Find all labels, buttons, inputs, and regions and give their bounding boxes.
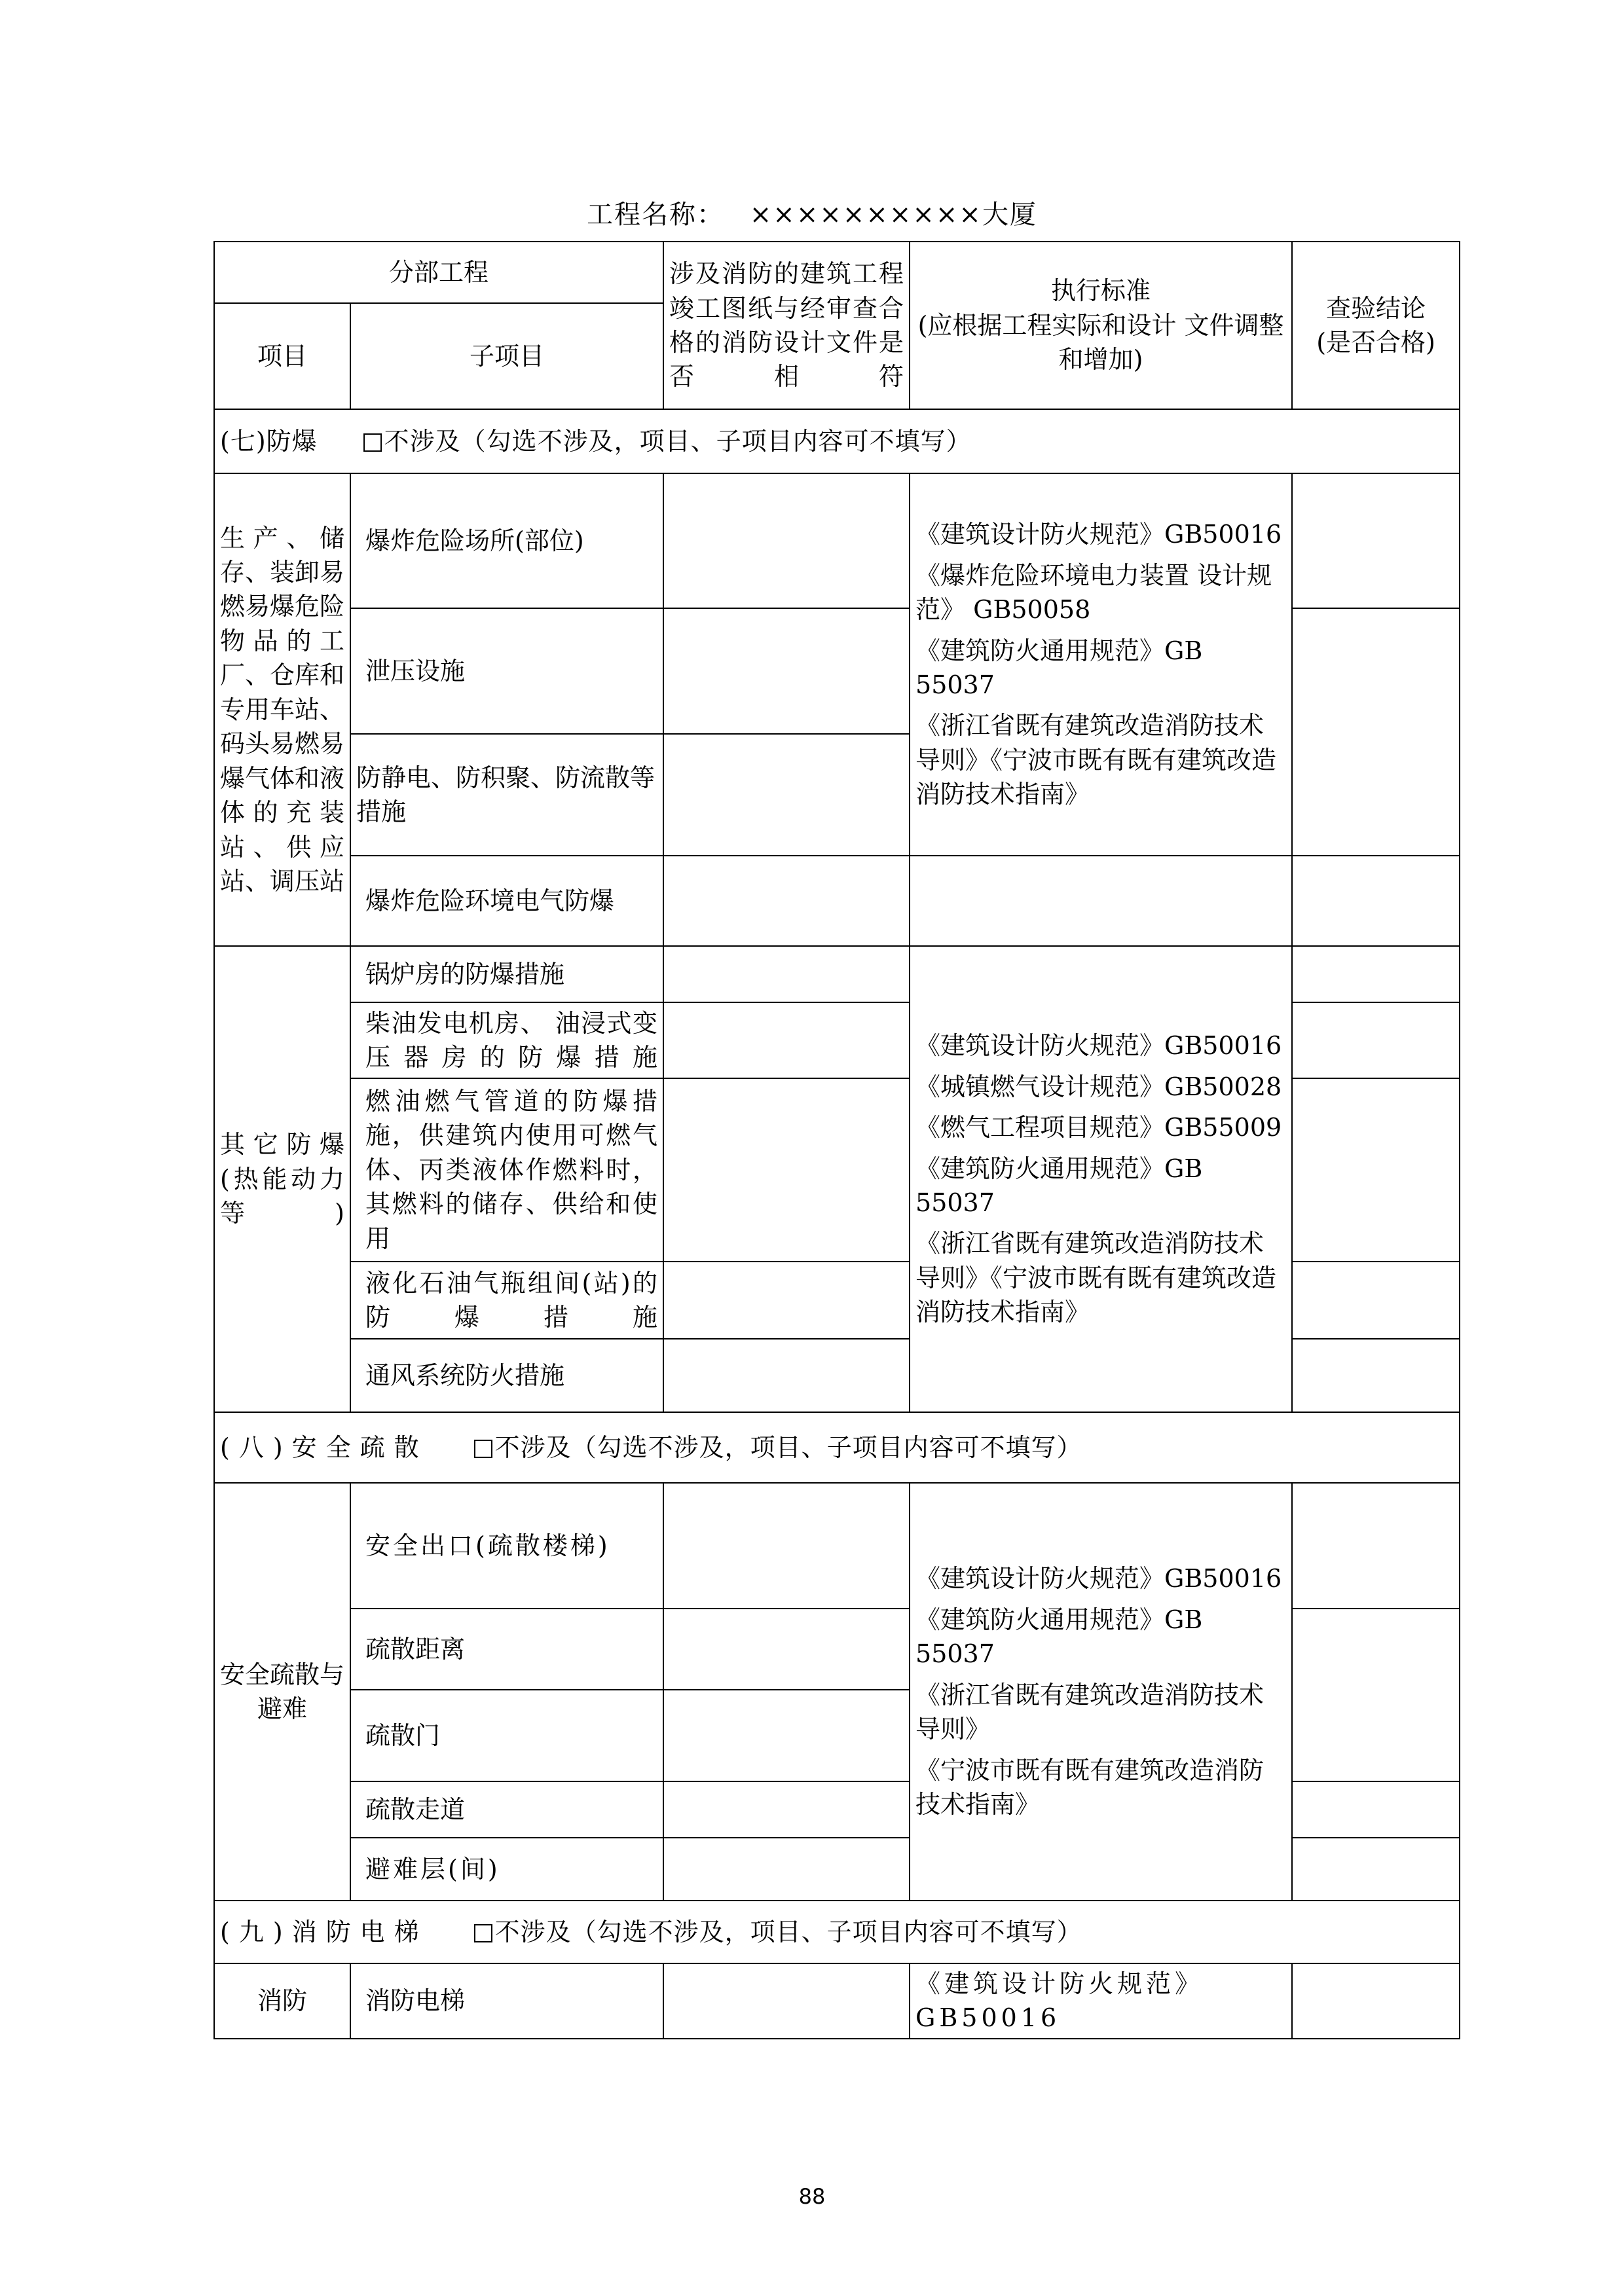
project-label: 工程名称： <box>587 200 725 230</box>
conclusion-cell[interactable] <box>1292 1781 1460 1838</box>
drawing-match-cell[interactable] <box>663 734 910 856</box>
conclusion-cell[interactable] <box>1292 856 1460 946</box>
sub-item-cell: 防静电、防积聚、防流散等措施 <box>350 734 663 856</box>
header-row <box>214 242 1460 303</box>
section-title: (七)防爆 <box>220 426 318 456</box>
section-row-explosion <box>214 409 1460 473</box>
section-evacuation <box>214 1412 1460 1483</box>
drawing-match-cell[interactable] <box>663 1963 910 2039</box>
not-applicable-checkbox[interactable] <box>363 433 382 452</box>
drawing-match-cell[interactable] <box>663 856 910 946</box>
conclusion-cell[interactable] <box>1292 1339 1460 1412</box>
inspection-table <box>213 241 1460 2039</box>
drawing-match-cell[interactable] <box>663 1609 910 1690</box>
conclusion-cell[interactable] <box>1292 608 1460 856</box>
standard-cell <box>910 946 1292 1412</box>
drawing-match-cell[interactable] <box>663 473 910 608</box>
table-row <box>214 946 1460 1002</box>
sub-item-cell: 消防电梯 <box>350 1963 663 2039</box>
conclusion-cell[interactable] <box>1292 1002 1460 1078</box>
standard-line: 《浙江省既有建筑改造消防技术导则》《宁波市既有既有建筑改造消防技术指南》 <box>915 1229 1277 1327</box>
section-title: (八)安全疏散 <box>220 1432 428 1462</box>
conclusion-cell[interactable] <box>1292 1838 1460 1901</box>
drawing-match-cell[interactable] <box>663 1002 910 1078</box>
standard-line: 《城镇燃气设计规范》GB50028 <box>915 1072 1282 1101</box>
col-sub-project: 分部工程 <box>214 242 663 303</box>
standard-cell <box>910 1483 1292 1901</box>
page-number: 88 <box>798 2184 826 2209</box>
sub-item-cell: 避难层(间) <box>350 1838 663 1901</box>
standard-line: 《建筑防火通用规范》GB 55037 <box>915 1154 1203 1217</box>
standard-line: 《建筑设计防火规范》GB50016 <box>915 1564 1282 1594</box>
conclusion-cell[interactable] <box>1292 1483 1460 1609</box>
sub-item-cell: 爆炸危险环境电气防爆 <box>350 856 663 946</box>
item-cell: 生产、储存、装卸易燃易爆危险物品的工厂、仓库和专用车站、码头易燃易爆气体和液体的充装站、供应站、调压站 <box>214 473 350 946</box>
standard-cell <box>910 856 1292 946</box>
not-applicable-checkbox[interactable] <box>474 1440 492 1458</box>
table-row <box>214 1963 1460 2039</box>
standard-line: 《建筑防火通用规范》GB 55037 <box>915 1605 1203 1669</box>
sub-item-cell: 液化石油气瓶组间(站)的防爆措施 <box>350 1262 663 1339</box>
standard-line: 《爆炸危险环境电力装置 设计规范》 GB50058 <box>915 560 1272 625</box>
conclusion-cell[interactable] <box>1292 1609 1460 1781</box>
drawing-match-cell[interactable] <box>663 1838 910 1901</box>
drawing-match-cell[interactable] <box>663 946 910 1002</box>
not-applicable-checkbox[interactable] <box>474 1924 492 1942</box>
section-row-evacuation <box>214 1412 1460 1483</box>
drawing-match-cell[interactable] <box>663 1339 910 1412</box>
table-row <box>214 856 1460 946</box>
not-applicable-label: 不涉及（勾选不涉及，项目、子项目内容可不填写） <box>494 1917 1082 1946</box>
drawing-match-cell[interactable] <box>663 1781 910 1838</box>
col-sub-item: 子项目 <box>350 303 663 409</box>
standard-line: 《燃气工程项目规范》GB55009 <box>915 1113 1282 1142</box>
item-cell: 安全疏散与避难 <box>214 1483 350 1901</box>
conclusion-cell[interactable] <box>1292 1262 1460 1339</box>
standard-line: 《浙江省既有建筑改造消防技术导则》《宁波市既有既有建筑改造消防技术指南》 <box>915 711 1277 809</box>
table-row <box>214 473 1460 608</box>
section-elevator <box>214 1901 1460 1963</box>
drawing-match-cell[interactable] <box>663 1690 910 1781</box>
sub-item-cell: 疏散走道 <box>350 1781 663 1838</box>
sub-item-cell: 锅炉房的防爆措施 <box>350 946 663 1002</box>
not-applicable-label: 不涉及（勾选不涉及，项目、子项目内容可不填写） <box>494 1432 1082 1462</box>
sub-item-cell: 疏散距离 <box>350 1609 663 1690</box>
standard-line: 《建筑设计防火规范》GB50016 <box>915 520 1282 549</box>
drawing-match-cell[interactable] <box>663 1483 910 1609</box>
sub-item-cell: 安全出口(疏散楼梯) <box>350 1483 663 1609</box>
standard-line: 《建筑防火通用规范》GB 55037 <box>915 636 1203 699</box>
col-conclusion: 查验结论 (是否合格) <box>1292 242 1460 409</box>
conclusion-cell[interactable] <box>1292 473 1460 608</box>
standard-line: 《浙江省既有建筑改造消防技术导则》 <box>915 1680 1264 1744</box>
standard-line: 《建筑设计防火规范》GB50016 <box>915 1031 1282 1061</box>
project-title <box>0 194 1624 231</box>
section-row-elevator <box>214 1901 1460 1963</box>
col-drawing-match: 涉及消防的建筑工程竣工图纸与经审查合格的消防设计文件是否相符 <box>663 242 910 409</box>
item-cell: 消防 <box>214 1963 350 2039</box>
standard-line: 《宁波市既有既有建筑改造消防技术指南》 <box>915 1755 1264 1819</box>
standard-cell: 《建筑设计防火规范》GB50016 <box>910 1963 1292 2039</box>
sub-item-cell: 通风系统防火措施 <box>350 1339 663 1412</box>
item-cell: 其它防爆(热能动力等) <box>214 946 350 1412</box>
drawing-match-cell[interactable] <box>663 1078 910 1262</box>
section-title: (九)消防电梯 <box>220 1917 428 1946</box>
sub-item-cell: 爆炸危险场所(部位) <box>350 473 663 608</box>
sub-item-cell: 燃油燃气管道的防爆措施，供建筑内使用可燃气体、丙类液体作燃料时，其燃料的储存、供给和使 用 <box>350 1078 663 1262</box>
conclusion-cell[interactable] <box>1292 946 1460 1002</box>
col-item: 项目 <box>214 303 350 409</box>
drawing-match-cell[interactable] <box>663 608 910 734</box>
section-explosion <box>214 409 1460 473</box>
col-standard: 执行标准 (应根据工程实际和设计 文件调整和增加) <box>910 242 1292 409</box>
table-row <box>214 1483 1460 1609</box>
not-applicable-label: 不涉及（勾选不涉及，项目、子项目内容可不填写） <box>384 426 972 456</box>
project-name: ××××××××××大厦 <box>749 200 1037 230</box>
standard-cell <box>910 473 1292 856</box>
conclusion-cell[interactable] <box>1292 1078 1460 1262</box>
sub-item-cell: 泄压设施 <box>350 608 663 734</box>
drawing-match-cell[interactable] <box>663 1262 910 1339</box>
conclusion-cell[interactable] <box>1292 1963 1460 2039</box>
sub-item-cell: 柴油发电机房、 油浸式变压器房的防爆措施 <box>350 1002 663 1078</box>
sub-item-cell: 疏散门 <box>350 1690 663 1781</box>
